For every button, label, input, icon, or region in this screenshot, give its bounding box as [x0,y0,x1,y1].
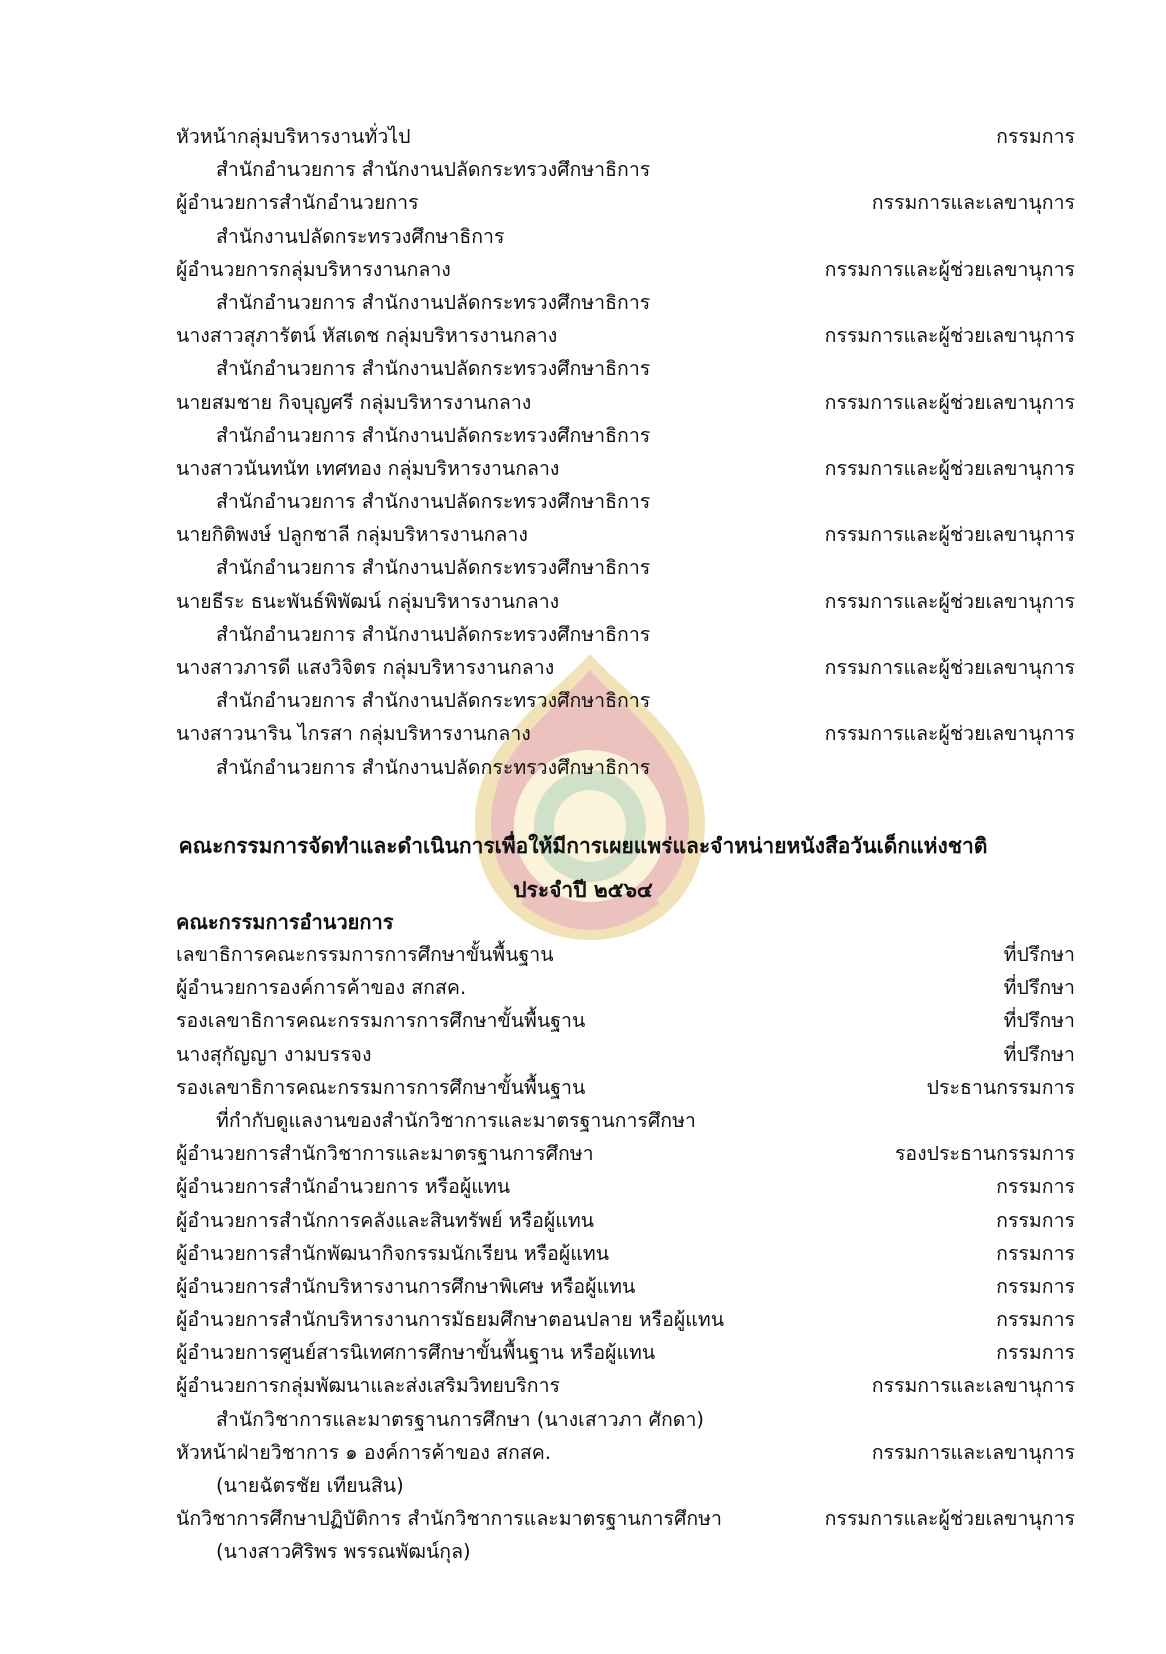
member-role: กรรมการและผู้ช่วยเลขานุการ [824,324,1075,348]
member-name: นักวิชาการศึกษาปฏิบัติการ สำนักวิชาการและมาตรฐานการศึกษา [176,1507,722,1531]
member-role: กรรมการและเลขานุการ [871,1374,1075,1398]
member-name: รองเลขาธิการคณะกรรมการการศึกษาขั้นพื้นฐาน [176,1009,586,1033]
member-name: ผู้อำนวยการสำนักวิชาการและมาตรฐานการศึกษา [176,1142,594,1166]
member-row [176,717,1075,750]
member-row [176,1502,1075,1535]
member-affiliation: สำนักอำนวยการ สำนักงานปลัดกระทรวงศึกษาธิการ [216,689,651,713]
member-role: กรรมการ [996,1274,1075,1298]
member-row [176,1004,1075,1037]
member-name: นายธีระ ธนะพันธ์พิพัฒน์ กลุ่มบริหารงานกลาง [176,589,560,613]
member-row [176,1204,1075,1237]
member-role: รองประธานกรรมการ [894,1142,1075,1166]
member-row [176,1369,1075,1402]
member-affiliation: สำนักอำนวยการ สำนักงานปลัดกระทรวงศึกษาธิการ [216,755,651,779]
member-name: ผู้อำนวยการสำนักการคลังและสินทรัพย์ หรือผู้แทน [176,1208,595,1232]
member-row [176,585,1075,618]
member-name: ผู้อำนวยการสำนักบริหารงานการศึกษาพิเศษ หรือผู้แทน [176,1274,636,1298]
subsection-heading: คณะกรรมการอำนวยการ [176,910,394,934]
member-row [176,186,1075,219]
member-affiliation: ที่กำกับดูแลงานของสำนักวิชาการและมาตรฐานการศึกษา [216,1108,696,1132]
member-name: นายสมชาย กิจบุญศรี กลุ่มบริหารงานกลาง [176,390,532,414]
member-row [176,386,1075,419]
member-row [176,1436,1075,1469]
member-row [176,1170,1075,1203]
committee-list-upper [176,120,1075,784]
member-row [176,319,1075,352]
member-role: กรรมการ [996,1175,1075,1199]
member-role: กรรมการและผู้ช่วยเลขานุการ [824,589,1075,613]
member-affiliation: สำนักอำนวยการ สำนักงานปลัดกระทรวงศึกษาธิการ [216,423,651,447]
member-name: ผู้อำนวยการสำนักอำนวยการ หรือผู้แทน [176,1175,511,1199]
member-row [176,1137,1075,1170]
member-row [176,518,1075,551]
member-role: กรรมการ [996,125,1075,148]
member-row [176,651,1075,684]
member-name: หัวหน้ากลุ่มบริหารงานทั่วไป [176,125,411,148]
member-role: กรรมการและผู้ช่วยเลขานุการ [824,523,1075,547]
member-role: ที่ปรึกษา [1003,1042,1075,1066]
member-name: นางสุกัญญา งามบรรจง [176,1042,372,1066]
member-name: หัวหน้าฝ่ายวิชาการ ๑ องค์การค้าของ สกสค. [176,1440,551,1464]
member-row [176,1336,1075,1369]
member-name: ผู้อำนวยการศูนย์สารนิเทศการศึกษาขั้นพื้นฐาน หรือผู้แทน [176,1341,656,1365]
member-name: ผู้อำนวยการองค์การค้าของ สกสค. [176,976,467,1000]
member-role: กรรมการ [996,1308,1075,1332]
member-name: นายกิติพงษ์ ปลูกชาลี กลุ่มบริหารงานกลาง [176,523,528,547]
member-name: นางสาวนันทนัท เทศทอง กลุ่มบริหารงานกลาง [176,456,560,480]
member-row [176,120,1075,153]
member-name: รองเลขาธิการคณะกรรมการการศึกษาขั้นพื้นฐาน [176,1075,586,1099]
member-role: กรรมการ [996,1241,1075,1265]
member-row [176,1270,1075,1303]
member-role: กรรมการและผู้ช่วยเลขานุการ [824,390,1075,414]
member-role: กรรมการ [996,1208,1075,1232]
member-name: ผู้อำนวยการสำนักพัฒนากิจกรรมนักเรียน หรือผู้แทน [176,1241,610,1265]
member-affiliation: สำนักอำนวยการ สำนักงานปลัดกระทรวงศึกษาธิการ [216,556,651,580]
member-role: กรรมการและผู้ช่วยเลขานุการ [824,656,1075,679]
member-role: ที่ปรึกษา [1003,1009,1075,1033]
member-affiliation: สำนักอำนวยการ สำนักงานปลัดกระทรวงศึกษาธิการ [216,357,651,381]
member-row [176,1303,1075,1336]
member-row [176,938,1075,971]
member-role: กรรมการและผู้ช่วยเลขานุการ [824,257,1075,281]
member-name: นางสาวสุภารัตน์ หัสเดช กลุ่มบริหารงานกลาง [176,324,558,348]
member-role: ที่ปรึกษา [1003,976,1075,1000]
member-affiliation: สำนักอำนวยการ สำนักงานปลัดกระทรวงศึกษาธิการ [216,490,651,514]
member-affiliation: สำนักอำนวยการ สำนักงานปลัดกระทรวงศึกษาธิการ [216,290,651,314]
member-role: กรรมการ [996,1341,1075,1365]
member-role: ที่ปรึกษา [1003,943,1075,966]
member-row [176,1038,1075,1071]
member-role: กรรมการและเลขานุการ [871,1440,1075,1464]
member-name: นางสาวนาริน ไกรสา กลุ่มบริหารงานกลาง [176,722,531,746]
member-row [176,1071,1075,1104]
member-affiliation: สำนักอำนวยการ สำนักงานปลัดกระทรวงศึกษาธิการ [216,622,651,646]
member-role: กรรมการและผู้ช่วยเลขานุการ [824,456,1075,480]
section-title-year: ประจำปี ๒๕๖๔ [513,878,653,902]
member-row [176,253,1075,286]
member-name: ผู้อำนวยการกลุ่มบริหารงานกลาง [176,257,451,281]
member-affiliation: (นายฉัตรชัย เทียนสิน) [216,1474,404,1497]
section-title: คณะกรรมการจัดทำและดำเนินการเพื่อให้มีการเผยแพร่และจำหน่ายหนังสือวันเด็กแห่งชาติ [178,834,988,858]
committee-list-lower [176,938,1075,1569]
member-name: ผู้อำนวยการสำนักบริหารงานการมัธยมศึกษาตอนปลาย หรือผู้แทน [176,1308,725,1332]
member-affiliation: สำนักวิชาการและมาตรฐานการศึกษา (นางเสาวภา ศักดา) [216,1407,705,1431]
member-name: นางสาวภารดี แสงวิจิตร กลุ่มบริหารงานกลาง [176,656,555,679]
member-affiliation: (นางสาวศิริพร พรรณพัฒน์กุล) [216,1540,471,1564]
member-name: ผู้อำนวยการกลุ่มพัฒนาและส่งเสริมวิทยบริการ [176,1374,561,1398]
member-row [176,971,1075,1004]
member-name: ผู้อำนวยการสำนักอำนวยการ [176,191,419,215]
member-role: ประธานกรรมการ [926,1075,1075,1099]
member-role: กรรมการและผู้ช่วยเลขานุการ [824,722,1075,746]
member-affiliation: สำนักอำนวยการ สำนักงานปลัดกระทรวงศึกษาธิการ [216,158,651,182]
member-row [176,452,1075,485]
member-row [176,1237,1075,1270]
member-affiliation: สำนักงานปลัดกระทรวงศึกษาธิการ [216,224,505,248]
member-role: กรรมการและเลขานุการ [871,191,1075,215]
member-role: กรรมการและผู้ช่วยเลขานุการ [824,1507,1075,1531]
member-name: เลขาธิการคณะกรรมการการศึกษาขั้นพื้นฐาน [176,943,554,966]
